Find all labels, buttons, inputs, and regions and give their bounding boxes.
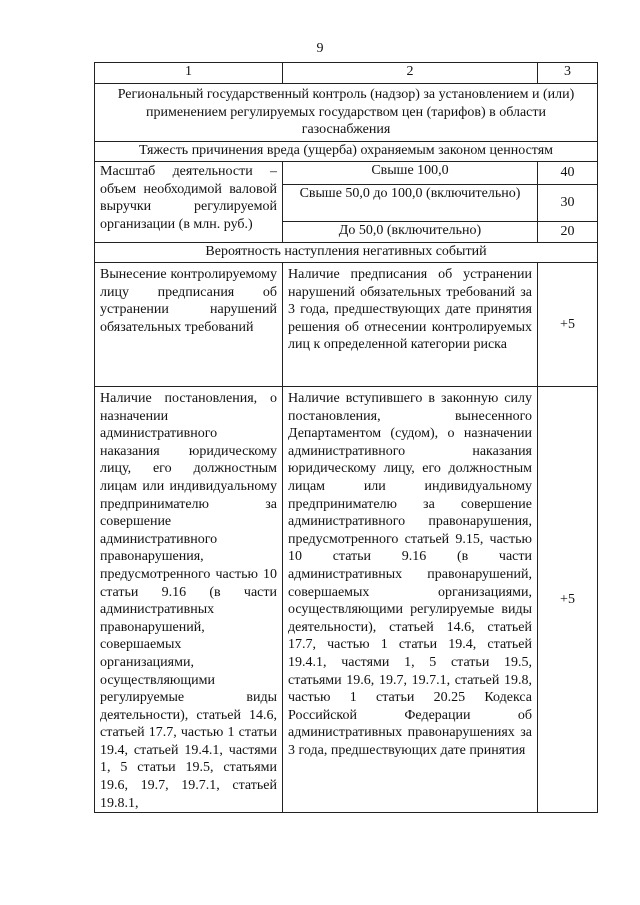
column-number-1: 1	[95, 63, 283, 84]
severity-heading-row	[95, 142, 598, 162]
risk-criteria-table	[94, 62, 598, 813]
severity-heading: Тяжесть причинения вреда (ущерба) охраняемым законом ценностям	[95, 142, 598, 162]
section-title-row	[95, 84, 598, 142]
probability-heading: Вероятность наступления негативных событий	[95, 243, 598, 263]
column-number-2: 2	[283, 63, 538, 84]
scale-row-1	[95, 162, 598, 185]
probability-heading-row	[95, 243, 598, 263]
event-points-1: +5	[538, 263, 598, 387]
scale-range-1: Свыше 100,0	[283, 162, 538, 185]
event-criterion-1: Вынесение контролируемому лицу предписания об устранении нарушений обязательных требований	[95, 263, 283, 387]
scale-points-1: 40	[538, 162, 598, 185]
scale-label: Масштаб деятельности – объем необходимой валовой выручки регулируемой организации (в млн. руб.)	[95, 162, 283, 243]
column-number-row	[95, 63, 598, 84]
event-condition-1: Наличие предписания об устранении нарушений обязательных требований за 3 года, предшествующих дате принятия решения об отнесении контролируемых лиц к определенной категории риска	[283, 263, 538, 387]
page-number: 9	[316, 41, 324, 56]
event-row-2	[95, 387, 598, 813]
section-title: Региональный государственный контроль (надзор) за установлением и (или) применением регулируемых государством цен (тарифов) в области газоснабжения	[95, 84, 598, 142]
scale-range-2: Свыше 50,0 до 100,0 (включительно)	[283, 185, 538, 222]
scale-points-3: 20	[538, 222, 598, 243]
event-condition-2: Наличие вступившего в законную силу постановления, вынесенного Департаментом (судом), о назначении административного наказания юридическому лицу, его должностным лицам или индивидуальному предпринимателю за совершение административного правонарушения, предусмотренного статьей 9.15, частью 10 статьи 9.16 (в части административных правонарушений, совершаемых организациями, осуществляющими регулируемые виды деятельности), статьей 14.6, статьей 17.7, частью 1 статьи 19.4, статьей 19.4.1, частями 1, 5 статьи 19.5, статьями 19.6, 19.7, 19.7.1, статьей 19.8, частью 1 статьи 20.25 Кодекса Российской Федерации об административных правонарушениях за 3 года, предшествующих дате принятия	[283, 387, 538, 813]
scale-points-2: 30	[538, 185, 598, 222]
event-points-2: +5	[538, 387, 598, 813]
event-criterion-2: Наличие постановления, о назначении административного наказания юридическому лицу, его должностным лицам или индивидуальному предпринимателю за совершение административного правонарушения, предусмотренного частью 10 статьи 9.16 (в части административных правонарушений, совершаемых организациями, осуществляющими регулируемые виды деятельности), статьей 14.6, статьей 17.7, частью 1 статьи 19.4, статьей 19.4.1, частями 1, 5 статьи 19.5, статьями 19.6, 19.7, 19.7.1, статьей 19.8.1,	[95, 387, 283, 813]
column-number-3: 3	[538, 63, 598, 84]
event-row-1	[95, 263, 598, 387]
scale-range-3: До 50,0 (включительно)	[283, 222, 538, 243]
